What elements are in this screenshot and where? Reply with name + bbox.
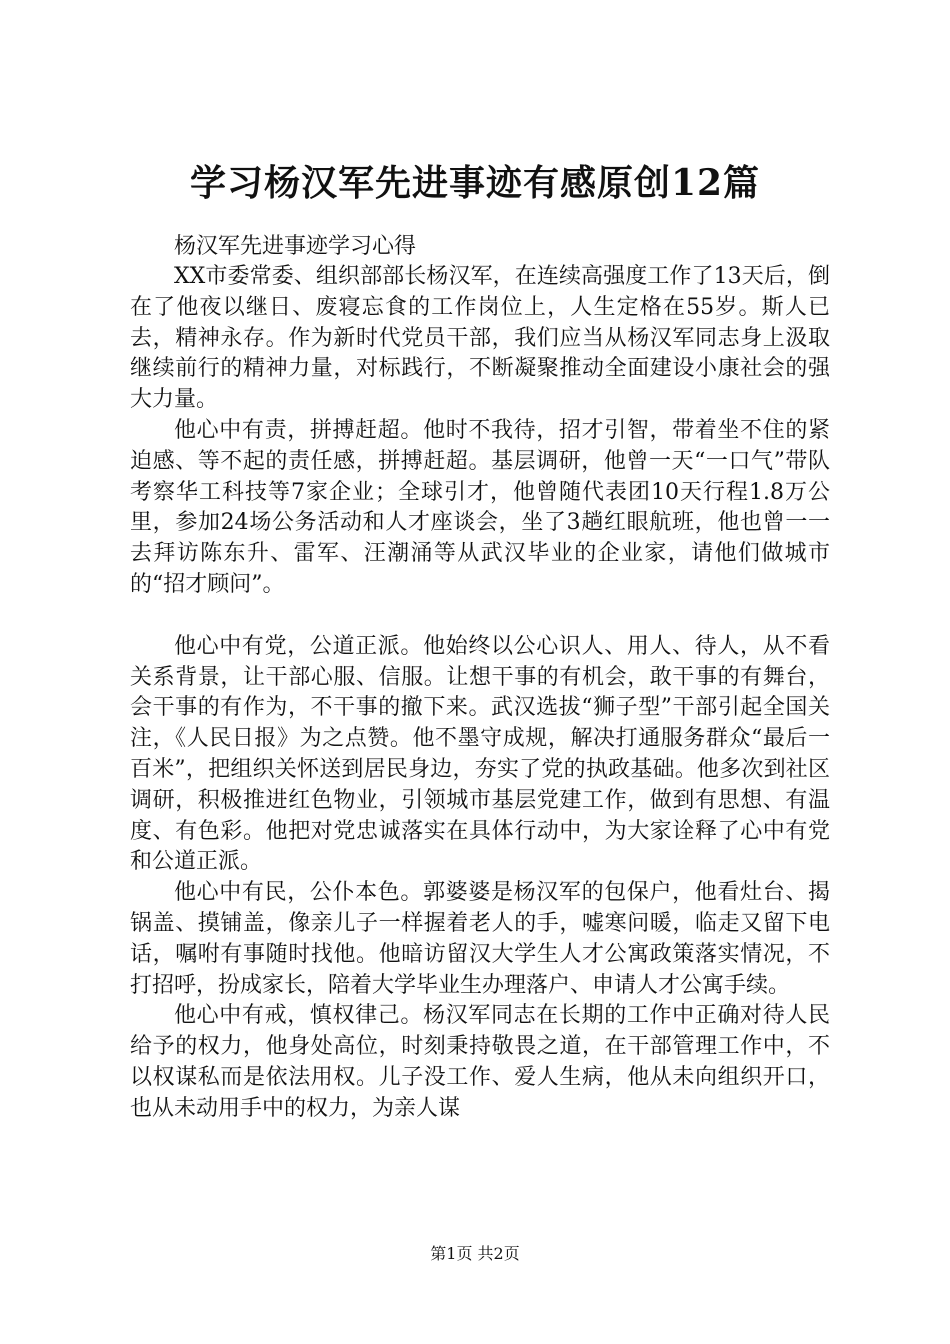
paragraph-people: 他心中有民，公仆本色。郭婆婆是杨汉军的包保户，他看灶台、揭锅盖、摸铺盖，像亲儿子一样握着老人的手，嘘寒问暖，临走又留下电话，嘱咐有事随时找他。他暗访留汉大学生人才公寓政策落实情况，不打招呼，扮成家长，陪着大学毕业生办理落户、申请人才公寓手续。 bbox=[130, 880, 830, 998]
page-footer: 第1页 共2页 bbox=[430, 1244, 520, 1263]
document-title: 学习杨汉军先进事迹有感原创12篇 bbox=[189, 162, 761, 204]
document-body bbox=[130, 232, 830, 1125]
document-subtitle: 杨汉军先进事迹学习心得 bbox=[174, 234, 417, 259]
paragraph-party: 他心中有党，公道正派。他始终以公心识人、用人、待人，从不看关系背景，让干部心服、信服。让想干事的有机会，敢干事的有舞台，会干事的有作为，不干事的撤下来。武汉选拔“狮子型”干部引起全国关注，《人民日报》为之点赞。他不墨守成规，解决打通服务群众“最后一百米”，把组织关怀送到居民身边，夯实了党的执政基础。他多次到社区调研，积极推进红色物业，引领城市基层党建工作，做到有思想、有温度、有色彩。他把对党忠诚落实在具体行动中，为大家诠释了心中有党和公道正派。 bbox=[130, 633, 830, 875]
paragraph-discipline: 他心中有戒，慎权律己。杨汉军同志在长期的工作中正确对待人民给予的权力，他身处高位，时刻秉持敬畏之道，在干部管理工作中，不以权谋私而是依法用权。儿子没工作、爱人生病，他从未向组织开口，也从未动用手中的权力，为亲人谋 bbox=[130, 1003, 830, 1121]
paragraph-responsibility: 他心中有责，拼搏赶超。他时不我待，招才引智，带着坐不住的紧迫感、等不起的责任感，拼搏赶超。基层调研，他曾一天“一口气”带队考察华工科技等7家企业；全球引才，他曾随代表团10天行程1.8万公里，参加24场公务活动和人才座谈会，坐了3趟红眼航班，他也曾一一去拜访陈东升、雷军、汪潮涌等从武汉毕业的企业家，请他们做城市的“招才顾问”。 bbox=[130, 417, 830, 597]
paragraph-intro: XX市委常委、组织部部长杨汉军，在连续高强度工作了13天后，倒在了他夜以继日、废寝忘食的工作岗位上，人生定格在55岁。斯人已去，精神永存。作为新时代党员干部，我们应当从杨汉军同志身上汲取继续前行的精神力量，对标践行，不断凝聚推动全面建设小康社会的强大力量。 bbox=[130, 264, 830, 413]
paragraph-spacer bbox=[130, 601, 830, 632]
